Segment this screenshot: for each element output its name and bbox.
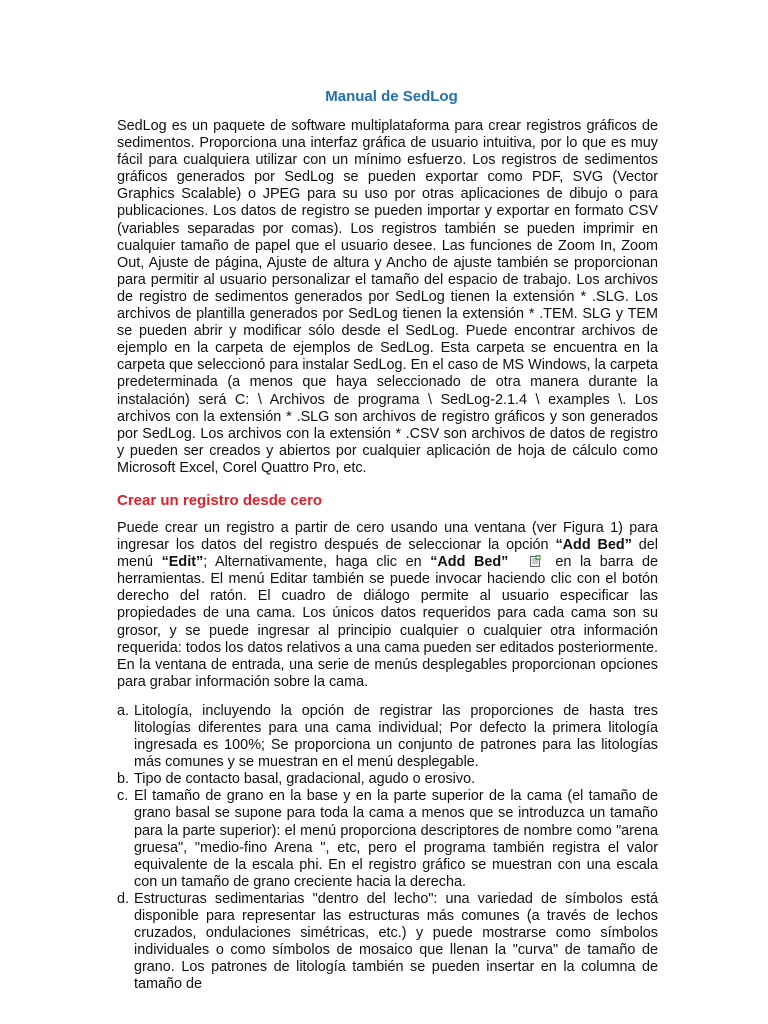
add-bed-term-2: “Add Bed”	[430, 554, 509, 571]
section-heading: Crear un registro desde cero	[117, 491, 323, 509]
list-item	[117, 771, 658, 788]
list-marker: a.	[117, 702, 130, 719]
add-bed-toolbar-icon	[530, 555, 541, 567]
list-item-text: Estructuras sedimentarias "dentro del lecho": una variedad de símbolos está disponible para representar las estructuras más comunes (a través de lechos cruzados, ondulaciones simétricas, etc.) y puede mostrarse como símbolos individuales o como símbolos de mosaico que llenan la "curva" de tamaño de grano. Los patrones de litología también se pueden insertar en la columna de tamaño de	[134, 890, 658, 993]
add-bed-term: “Add Bed”	[555, 537, 632, 554]
section-text-3: ; Alternativamente, haga clic en	[203, 554, 431, 571]
list-item-text: El tamaño de grano en la base y en la parte superior de la cama (el tamaño de grano basal se supone para toda la cama a menos que se introduzca un tamaño para la parte superior): el menú proporciona descriptores de nombre como "arena gruesa", "medio-fino Arena ", etc, pero el programa también registra el valor equivalente de la escala phi. En el registro gráfico se muestran con una escala con un tamaño de grano creciente hacia la derecha.	[134, 788, 658, 890]
list-marker: c.	[117, 788, 129, 805]
list-item-text: Tipo de contacto basal, gradacional, agudo o erosivo.	[134, 771, 476, 788]
edit-term: “Edit”	[161, 554, 204, 571]
list-marker: d.	[117, 890, 130, 907]
property-list	[117, 703, 658, 994]
section-text-1: Puede crear un registro a partir de cero usando una ventana (ver Figura 1) para ingresar los datos del registro después de seleccionar la opción	[117, 519, 658, 554]
list-item	[117, 703, 658, 771]
section-text-2: del menú	[117, 537, 658, 571]
intro-paragraph: SedLog es un paquete de software multiplataforma para crear registros gráficos de sedimentos. Proporciona una interfaz gráfica de usuario intuitiva, por lo que es muy fácil para cualquiera utilizar con un mínimo esfuerzo. Los registros de sedimentos gráficos generados por SedLog se pueden exportar como PDF, SVG (Vector Graphics Scalable) o JPEG para su uso por otras aplicaciones de dibujo o para publicaciones. Los datos de registro se pueden importar y exportar en formato CSV (variables separadas por comas). Los registros también se pueden imprimir en cualquier tamaño de papel que el usuario desee. Las funciones de Zoom In, Zoom Out, Ajuste de página, Ajuste de altura y Ancho de ajuste también se proporcionan para permitir al usuario personalizar el tamaño del espacio de trabajo. Los archivos de registro de sedimentos generados por SedLog tienen la extensión * .SLG. Los archivos de plantilla generados por SedLog tienen la extensión * .TEM. SLG y TEM se pueden abrir y modificar sólo desde el SedLog. Puede encontrar archivos de ejemplo en la carpeta de ejemplos de SedLog. Esta carpeta se encuentra en la carpeta que seleccionó para instalar SedLog. En el caso de MS Windows, la carpeta predeterminada (a menos que haya seleccionado de otra manera durante la instalación) será C: \ Archivos de programa \ SedLog-2.1.4 \ examples \. Los archivos con la extensión * .SLG son archivos de registro gráficos y son generados por SedLog. Los archivos con la extensión * .CSV son archivos de datos de registro y pueden ser creados y abiertos por cualquier aplicación de hoja de cálculo como Microsoft Excel, Corel Quattro Pro, etc.	[117, 118, 658, 476]
document-title: Manual de SedLog	[325, 88, 458, 105]
section-text-4: en la barra de herramientas. El menú Editar también se puede invocar haciendo clic con el botón derecho del ratón. El cuadro de diálogo permite al usuario especificar las propiedades de una cama. Los únicos datos requeridos para cada cama son su grosor, y se puede ingresar al principio cualquier o cualquier otra información requerida: todos los datos relativos a una cama pueden ser editados posteriormente. En la ventana de entrada, una serie de menús desplegables proporcionan opciones para grabar información sobre la cama.	[117, 554, 658, 690]
list-marker: b.	[117, 771, 130, 788]
list-item	[117, 788, 658, 891]
list-item-text: Litología, incluyendo la opción de registrar las proporciones de hasta tres litologías diferentes para una cama individual; Por defecto la primera litología ingresada es 100%; Se proporciona un conjunto de patrones para las litologías más comunes y se muestran en el menú desplegable.	[134, 702, 658, 771]
section-paragraph	[117, 520, 658, 691]
list-item	[117, 891, 658, 994]
